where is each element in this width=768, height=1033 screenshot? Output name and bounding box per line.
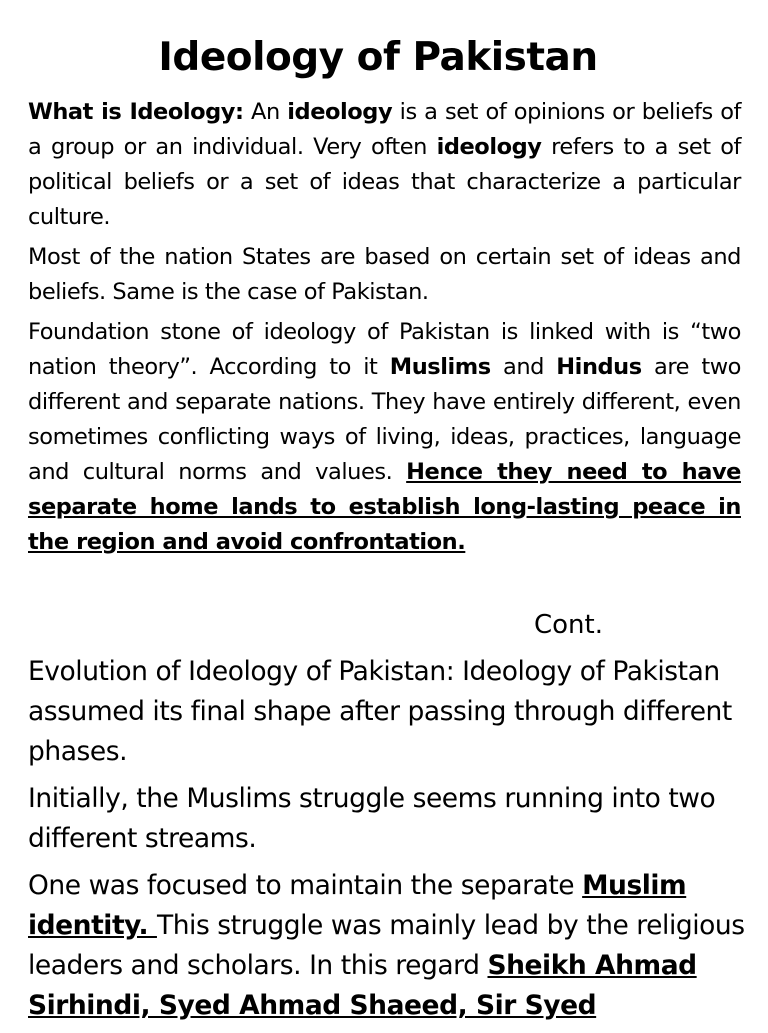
paragraph-two-streams: Initially, the Muslims struggle seems running into two different streams. (28, 783, 716, 854)
paragraph-two-nation-theory (28, 315, 741, 560)
label-what-is-ideology: What is Ideology: (28, 99, 244, 125)
emphasis-muslim-identity: Muslim identity. (28, 870, 687, 941)
text-span: are two different and separate nations. They have entirely different, even sometimes conflicting ways of living, ideas, practices, language and cultural norms and values. (28, 354, 741, 485)
text-span: Foundation stone of ideology of Pakistan is linked with is “two nation theory”. According to it (28, 319, 741, 380)
continued-label: Cont. (534, 610, 603, 640)
text-span: is a set of opinions or beliefs of a group or an individual. Very often (28, 99, 741, 160)
term-ideology: ideology (287, 99, 393, 125)
term-muslims: Muslims (389, 354, 491, 380)
emphasis-separate-homelands: Hence they need to have separate home lands to establish long-lasting peace in the region and avoid confrontation. (28, 459, 741, 555)
text-span: and (490, 354, 557, 380)
term-hindus: Hindus (556, 354, 642, 380)
text-span: One was focused to maintain the separate (28, 870, 583, 901)
text-span: An (243, 99, 288, 125)
paragraph-what-is-ideology (28, 95, 741, 235)
paragraph-evolution: Evolution of Ideology of Pakistan: Ideology of Pakistan assumed its final shape after passing through different phases. (28, 656, 732, 767)
paragraph-nation-states: Most of the nation States are based on certain set of ideas and beliefs. Same is the case of Pakistan. (28, 244, 741, 305)
paragraph-muslim-identity (28, 866, 748, 1026)
ideology-evolution-section (28, 652, 748, 1033)
ideology-definition-section (28, 95, 741, 565)
term-ideology: ideology (436, 134, 542, 160)
text-span: This struggle was mainly lead by the religious leaders and scholars. In this regard (28, 910, 745, 981)
text-span: refers to a set of political beliefs or a set of ideas that characterize a particular culture. (28, 134, 741, 230)
page-title: Ideology of Pakistan (158, 35, 598, 80)
emphasis-leaders-names: Sheikh Ahmad Sirhindi, Syed Ahmad Shaeed, Sir Syed (28, 950, 697, 1021)
